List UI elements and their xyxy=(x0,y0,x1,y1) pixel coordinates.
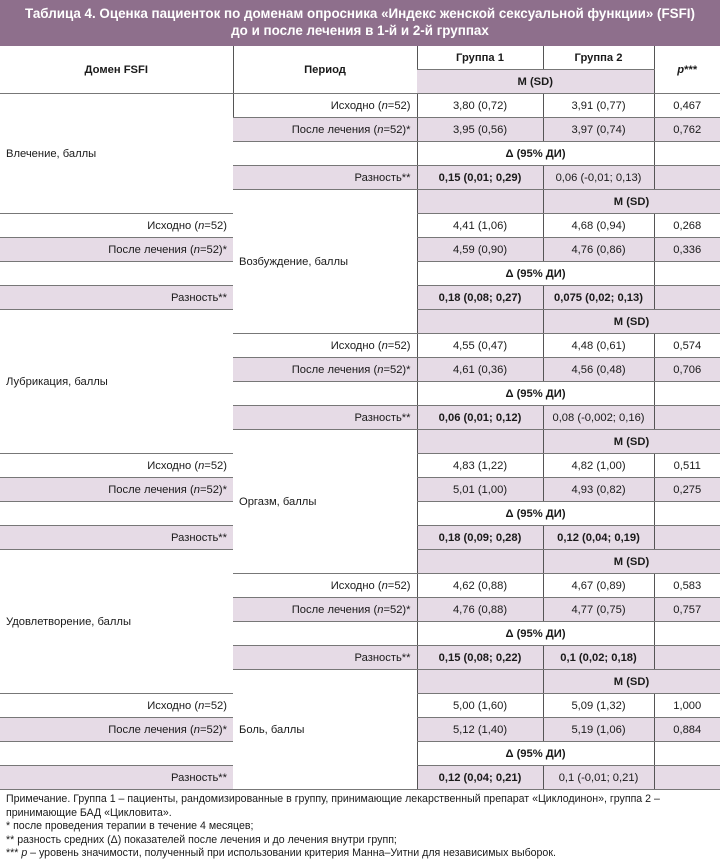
table-title-line-2: до и после лечения в 1-й и 2-й группах xyxy=(231,23,489,38)
delta-label: Δ (95% ДИ) xyxy=(417,502,654,526)
note-line-1: Примечание. Группа 1 – пациенты, рандомизированные в группу, принимающие лекарственный препарат «Циклодинон», группа 2 – xyxy=(6,793,660,805)
domain-name: Оргазм, баллы xyxy=(233,430,417,574)
fsfi-table xyxy=(0,46,720,790)
baseline-p: 0,268 xyxy=(654,214,720,238)
period-after: После лечения (n=52)* xyxy=(0,478,233,502)
diff-group2: 0,06 (-0,01; 0,13) xyxy=(543,166,654,190)
period-diff: Разность** xyxy=(0,286,233,310)
after-group2: 5,19 (1,06) xyxy=(543,718,654,742)
after-group1: 4,76 (0,88) xyxy=(417,598,543,622)
after-p: 0,336 xyxy=(654,238,720,262)
baseline-p: 0,583 xyxy=(654,574,720,598)
diff-group2: 0,08 (-0,002; 0,16) xyxy=(543,406,654,430)
diff-group2: 0,1 (-0,01; 0,21) xyxy=(543,766,654,790)
baseline-group2: 4,48 (0,61) xyxy=(543,334,654,358)
period-baseline: Исходно (n=52) xyxy=(0,694,233,718)
baseline-group2: 4,68 (0,94) xyxy=(543,214,654,238)
table-note xyxy=(0,790,720,861)
diff-group1: 0,18 (0,08; 0,27) xyxy=(417,286,543,310)
after-group1: 5,01 (1,00) xyxy=(417,478,543,502)
period-baseline: Исходно (n=52) xyxy=(233,574,417,598)
after-group2: 4,77 (0,75) xyxy=(543,598,654,622)
diff-group1: 0,12 (0,04; 0,21) xyxy=(417,766,543,790)
period-baseline: Исходно (n=52) xyxy=(0,454,233,478)
baseline-row xyxy=(0,94,720,118)
period-diff: Разность** xyxy=(233,166,417,190)
msd-label: M (SD) xyxy=(543,190,720,214)
period-diff: Разность** xyxy=(233,646,417,670)
period-baseline: Исходно (n=52) xyxy=(0,214,233,238)
header-row xyxy=(0,46,720,70)
diff-group2: 0,12 (0,04; 0,19) xyxy=(543,526,654,550)
diff-group2: 0,075 (0,02; 0,13) xyxy=(543,286,654,310)
period-after: После лечения (n=52)* xyxy=(233,598,417,622)
baseline-group1: 4,55 (0,47) xyxy=(417,334,543,358)
delta-label: Δ (95% ДИ) xyxy=(417,742,654,766)
table-title xyxy=(0,0,720,46)
domain-name: Удовлетворение, баллы xyxy=(0,550,233,694)
delta-label: Δ (95% ДИ) xyxy=(417,142,654,166)
baseline-group2: 3,91 (0,77) xyxy=(543,94,654,118)
after-p: 0,275 xyxy=(654,478,720,502)
baseline-p: 1,000 xyxy=(654,694,720,718)
msd-label: M (SD) xyxy=(543,310,720,334)
header-p: p*** xyxy=(654,46,720,94)
baseline-group1: 3,80 (0,72) xyxy=(417,94,543,118)
period-after: После лечения (n=52)* xyxy=(233,358,417,382)
note-line-5: *** p – уровень значимости, полученный при использовании критерия Манна–Уитни для независимых выборок. xyxy=(6,847,556,860)
baseline-group1: 4,62 (0,88) xyxy=(417,574,543,598)
diff-group1: 0,06 (0,01; 0,12) xyxy=(417,406,543,430)
after-group2: 4,56 (0,48) xyxy=(543,358,654,382)
period-baseline: Исходно (n=52) xyxy=(233,94,417,118)
after-p: 0,762 xyxy=(654,118,720,142)
after-p: 0,884 xyxy=(654,718,720,742)
delta-label: Δ (95% ДИ) xyxy=(417,622,654,646)
domain-name: Боль, баллы xyxy=(233,670,417,790)
baseline-group2: 5,09 (1,32) xyxy=(543,694,654,718)
msd-label: M (SD) xyxy=(543,550,720,574)
after-group2: 4,93 (0,82) xyxy=(543,478,654,502)
domain-name: Возбуждение, баллы xyxy=(233,190,417,334)
period-after: После лечения (n=52)* xyxy=(0,718,233,742)
period-diff: Разность** xyxy=(0,766,233,790)
after-group2: 4,76 (0,86) xyxy=(543,238,654,262)
domain-name: Лубрикация, баллы xyxy=(0,310,233,454)
domain-name: Влечение, баллы xyxy=(0,94,233,214)
header-period: Период xyxy=(233,46,417,94)
note-line-2: принимающие БАД «Цикловита». xyxy=(6,806,172,819)
msd-label: M (SD) xyxy=(543,670,720,694)
baseline-p: 0,574 xyxy=(654,334,720,358)
after-p: 0,706 xyxy=(654,358,720,382)
baseline-group1: 5,00 (1,60) xyxy=(417,694,543,718)
period-diff: Разность** xyxy=(233,406,417,430)
after-group2: 3,97 (0,74) xyxy=(543,118,654,142)
baseline-group2: 4,82 (1,00) xyxy=(543,454,654,478)
header-group2: Группа 2 xyxy=(543,46,654,70)
period-diff: Разность** xyxy=(0,526,233,550)
diff-group1: 0,15 (0,08; 0,22) xyxy=(417,646,543,670)
baseline-p: 0,511 xyxy=(654,454,720,478)
msd-label: M (SD) xyxy=(543,430,720,454)
baseline-group1: 4,41 (1,06) xyxy=(417,214,543,238)
diff-group2: 0,1 (0,02; 0,18) xyxy=(543,646,654,670)
diff-group1: 0,18 (0,09; 0,28) xyxy=(417,526,543,550)
period-baseline: Исходно (n=52) xyxy=(233,334,417,358)
header-group1: Группа 1 xyxy=(417,46,543,70)
baseline-group1: 4,83 (1,22) xyxy=(417,454,543,478)
baseline-group2: 4,67 (0,89) xyxy=(543,574,654,598)
after-group1: 5,12 (1,40) xyxy=(417,718,543,742)
after-group1: 3,95 (0,56) xyxy=(417,118,543,142)
header-domain: Домен FSFI xyxy=(0,46,233,94)
header-msd: M (SD) xyxy=(417,70,654,94)
after-p: 0,757 xyxy=(654,598,720,622)
baseline-p: 0,467 xyxy=(654,94,720,118)
after-group1: 4,59 (0,90) xyxy=(417,238,543,262)
delta-label: Δ (95% ДИ) xyxy=(417,382,654,406)
period-after: После лечения (n=52)* xyxy=(0,238,233,262)
delta-label: Δ (95% ДИ) xyxy=(417,262,654,286)
period-after: После лечения (n=52)* xyxy=(233,118,417,142)
note-line-3: * после проведения терапии в течение 4 месяцев; xyxy=(6,820,254,833)
note-line-4: ** разность средних (Δ) показателей после лечения и до лечения внутри групп; xyxy=(6,833,397,846)
diff-group1: 0,15 (0,01; 0,29) xyxy=(417,166,543,190)
table-title-line-1: Таблица 4. Оценка пациенток по доменам опросника «Индекс женской сексуальной функции» (FSFI) xyxy=(25,6,695,21)
after-group1: 4,61 (0,36) xyxy=(417,358,543,382)
